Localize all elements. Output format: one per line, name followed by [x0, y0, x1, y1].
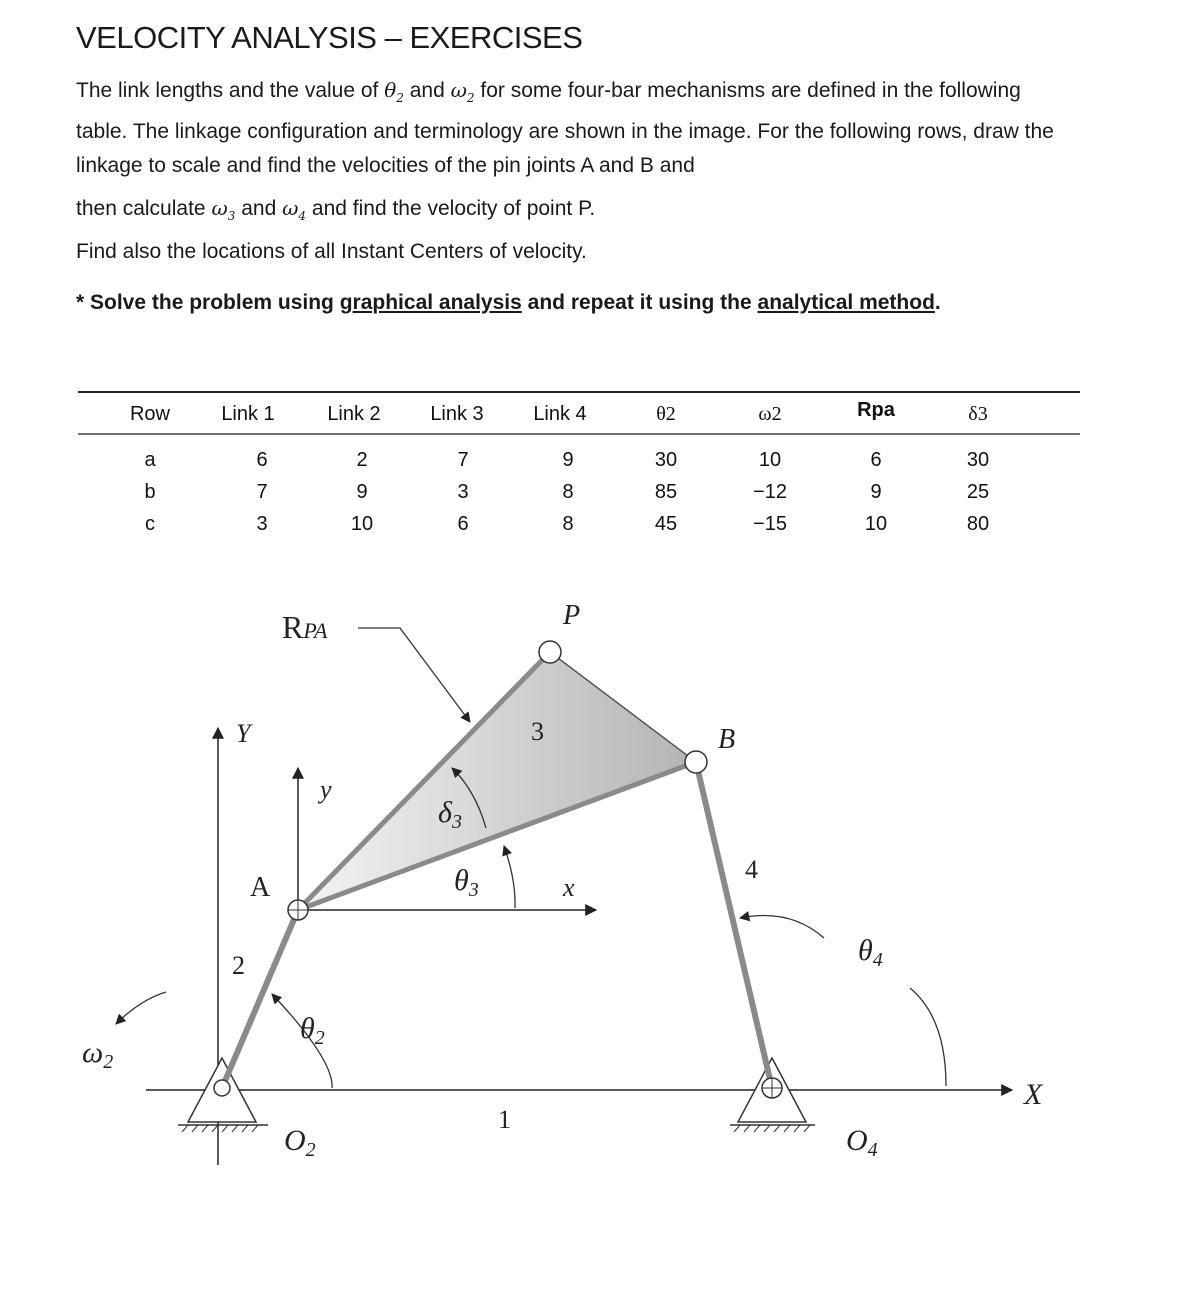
pin-p — [539, 641, 561, 663]
intro-text-2: for some four-bar mechanisms are defined in the following table. The linkage configuration and terminology are shown in the image. For the following rows, draw the linkage to scale and find the velocities of the pin joints A and B and — [76, 79, 1054, 177]
table-cell: −12 — [753, 481, 787, 503]
label-theta4: $\theta_4$ — [858, 934, 883, 971]
table-cell: 9 — [870, 481, 882, 503]
label-global-x: X — [1024, 1078, 1043, 1111]
table-cell: 3 — [256, 513, 268, 535]
label-link-4: 4 — [745, 855, 758, 884]
header-omega2: ω2 — [758, 403, 782, 425]
label-o2: $O_2$ — [284, 1124, 316, 1161]
solve-instruction: * Solve the problem using graphical analysis and repeat it using the analytical method. — [76, 291, 941, 314]
table-cell: 10 — [350, 513, 374, 535]
pin-b — [685, 751, 707, 773]
coupler-link-3 — [298, 652, 696, 910]
omega4-symbol: $\omega_4$ — [282, 196, 307, 223]
label-rpa: RPA — [282, 609, 328, 645]
table-cell: 8 — [562, 513, 574, 535]
table-cell: 6 — [256, 449, 268, 471]
table-cell: a — [144, 449, 156, 471]
label-link-3: 3 — [531, 717, 544, 746]
header-link4: Link 4 — [533, 403, 587, 425]
intro-last-line: then calculate $\omega_3$ and $\omega_4$ and find the velocity of point P. — [76, 196, 596, 223]
header-link2: Link 2 — [327, 403, 381, 425]
table-body — [144, 449, 989, 535]
rocker-link-4 — [696, 762, 772, 1088]
table-cell: 45 — [654, 513, 678, 535]
omega2-arrow — [116, 992, 166, 1024]
table-cell: 2 — [356, 449, 368, 471]
table-cell: 8 — [562, 481, 574, 503]
page-title: VELOCITY ANALYSIS – EXERCISES — [76, 20, 583, 55]
pin-a — [288, 900, 308, 920]
label-link-2: 2 — [232, 951, 245, 980]
table-cell: 80 — [966, 513, 990, 535]
label-local-x: x — [563, 873, 575, 902]
table-cell: 3 — [457, 481, 469, 503]
table-cell: 85 — [654, 481, 678, 503]
table-cell: 6 — [870, 449, 882, 471]
header-delta3: δ3 — [968, 403, 988, 425]
table-cell: 7 — [457, 449, 469, 471]
rpa-leader-arrow — [358, 628, 470, 722]
omega2-symbol: $\omega_2$ — [450, 78, 475, 105]
table-cell: 9 — [356, 481, 368, 503]
table-cell: 10 — [864, 513, 888, 535]
find-instant-centers-text: Find also the locations of all Instant Centers of velocity. — [76, 240, 587, 263]
label-p: P — [563, 600, 581, 631]
table-header-row — [130, 399, 988, 425]
theta2-symbol: $\theta_2$ — [384, 78, 404, 105]
label-b: B — [718, 724, 736, 755]
table-cell: 10 — [758, 449, 782, 471]
table-cell: 9 — [562, 449, 574, 471]
table-cell: c — [145, 513, 155, 535]
label-link-1: 1 — [498, 1105, 511, 1134]
table-cell: 25 — [966, 481, 990, 503]
analytical-method-text: analytical method — [757, 291, 935, 314]
header-theta2: θ2 — [656, 403, 676, 425]
graphical-analysis-text: graphical analysis — [339, 291, 522, 314]
table-cell: 30 — [654, 449, 678, 471]
header-link3: Link 3 — [430, 403, 484, 425]
label-theta2: $\theta_2$ — [300, 1012, 325, 1049]
crank-link-2 — [222, 910, 298, 1088]
label-omega2: $\omega_2$ — [82, 1036, 114, 1073]
header-link1: Link 1 — [221, 403, 275, 425]
table-cell: 7 — [256, 481, 268, 503]
intro-paragraph: The link lengths and the value of $\theta_2$ and $\omega_2$ for some four-bar mechanisms are defined in the following table. The linkage configuration and terminology are shown in the image. For the following rows, draw the linkage to scale and find the velocities of the pin joints A and B and then calculate $\omega_3$ and $\omega_4$ and find the velocity of point P. — [76, 73, 1076, 233]
label-global-y: Y — [236, 719, 251, 748]
header-row: Row — [129, 403, 171, 425]
data-table — [0, 380, 1179, 550]
label-o4: $O_4$ — [846, 1124, 878, 1161]
intro-text-1: The link lengths and the value of — [76, 79, 385, 102]
label-a: A — [250, 872, 271, 903]
pin-o2 — [214, 1080, 230, 1096]
linkage-figure — [0, 580, 1179, 1200]
theta3-arc — [504, 846, 515, 908]
table-cell: 6 — [457, 513, 469, 535]
pin-o4 — [762, 1078, 782, 1098]
label-delta3: $\delta_3$ — [438, 796, 462, 833]
header-rpa: Rpa — [857, 399, 895, 421]
table-cell: 30 — [966, 449, 990, 471]
theta4-arc — [910, 988, 946, 1086]
table-cell: b — [144, 481, 156, 503]
theta4-arc-upper — [740, 916, 824, 939]
label-local-y: y — [320, 775, 332, 804]
label-theta3: $\theta_3$ — [454, 864, 479, 901]
omega3-symbol: $\omega_3$ — [211, 196, 236, 223]
table-cell: −15 — [753, 513, 787, 535]
